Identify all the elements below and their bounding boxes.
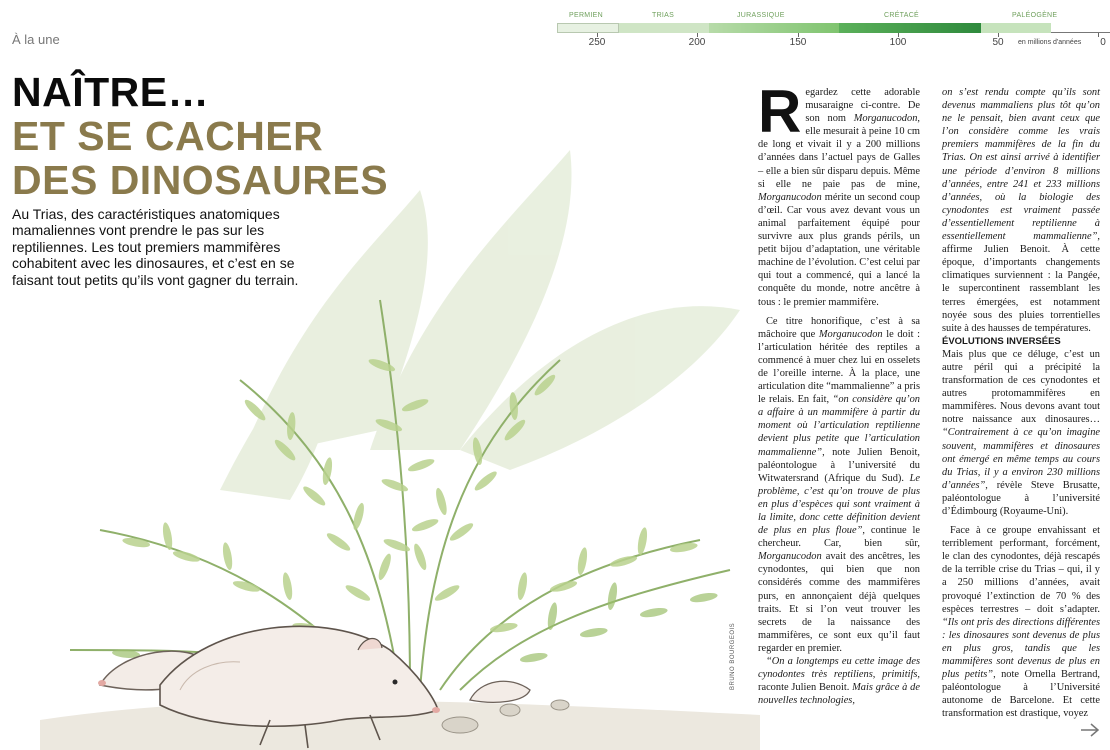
geologic-timeline — [557, 12, 1110, 52]
text-italic: Morganucodon — [818, 328, 883, 340]
timeline-label-0: 0 — [1100, 37, 1106, 48]
timeline-label-200: 200 — [688, 37, 706, 48]
timeline-label-250: 250 — [588, 37, 606, 48]
text: , elle mesurait à peine 10 cm de long et vivait il y a 200 millions d’années dans l’actuel pays de Galles – elle a bien sûr disparu depuis. Même si elle ne paie pas de mine, — [758, 113, 920, 190]
text: , note Ornella Bertrand, paléontologue à l’Université autonome de Barcelone. Et cette transformation est drastique, voyez — [942, 669, 1100, 720]
timeline-segment-recent — [1051, 23, 1110, 33]
text-italic: Morganucodon — [758, 191, 822, 203]
quote-italic: “on considère qu’on a affaire à un mammifère à partir du moment où l’articulation reptilienne devient plus petite que l’articulation mammalienne” — [758, 394, 920, 458]
text: le doit : l’articulation héritée des reptiles a commencé à muer chez lui en osselets de l’oreille interne. À la place, une articulation dite “mammalienne” a pris le relais. En fait, — [758, 328, 921, 406]
text: , affirme Julien Benoit. À cette époque, d’importants changements climatiques surviennent : la Pangée, le supercontinent rassemblant les terres émergées, est notamment noyée sous des pluies torrentielles suite à des hausses de températures. — [942, 231, 1100, 334]
paragraph — [942, 348, 1100, 518]
quote-italic: Mais grâce à de nouvelles technologies, — [758, 682, 920, 707]
paragraph — [758, 655, 920, 707]
quote-italic: Le problème, c’est qu’on trouve de plus en plus d’espèces qui sont vraiment à la limite, donc cette définition devient de plus en plus floue” — [758, 472, 920, 537]
text: egardez cette adorable musaraigne ci-contre. De son nom — [805, 87, 920, 125]
text: , continue le chercheur. Car, bien sûr, — [758, 525, 921, 550]
paragraph — [942, 524, 1100, 720]
timeline-period-cretace: CRÉTACÉ — [884, 12, 920, 19]
standfirst: Au Trias, des caractéristiques anatomiques mamaliennes vont prendre le pas sur les reptiliennes. Les tout premiers mammifères cohabitent avec les dinosaures, et c’est en se faisant tout petits qu’ils vont gagner du terrain. — [12, 206, 299, 288]
mammal-peeking — [470, 681, 530, 702]
timeline-period-trias: TRIAS — [652, 12, 675, 19]
quote-italic: on s’est rendu compte qu’ils sont devenus mammaliens plus tôt qu’on ne le pensait, bien avant ceux que l’on considère comme les vrais premiers mammifères de la fin du Trias. On est ainsi arrivé à identifier une période d’environ 8 millions d’années, entre 241 et 233 millions d’années, où la biologie des cynodontes est vraiment passée d’essentiellement reptilienne à essentiellement mammalienne” — [942, 87, 1100, 243]
title-line-2: ET SE CACHER — [12, 113, 324, 159]
text: raconte Julien Benoit. — [758, 682, 853, 694]
timeline-label-50: 50 — [992, 37, 1004, 48]
article-column-1 — [758, 78, 921, 707]
drop-cap: R — [758, 78, 802, 145]
paragraph — [758, 78, 920, 309]
subheading: ÉVOLUTIONS INVERSÉES — [942, 335, 1061, 347]
title-line-3: DES DINOSAURES — [12, 157, 389, 203]
timeline-tick — [1098, 33, 1099, 37]
paragraph — [942, 86, 1100, 335]
title-line-1: NAÎTRE… — [12, 69, 210, 115]
text: , révèle Steve Brusatte, paléontologue à l’université d’Édimbourg (Royaume-Uni). — [942, 479, 1100, 517]
timeline-segment-paleogene — [981, 23, 1051, 33]
text: , note Julien Benoit, paléontologue à l’université du Witwatersrand (Afrique du Sud). — [758, 446, 920, 484]
section-label: À la une — [12, 32, 60, 47]
paragraph — [758, 315, 920, 655]
text: Face à ce groupe envahissant et terriblement performant, forcément, le clan des cynodontes, déjà rescapés de la terrible crise du Trias – qui, il y a 250 millions d’années, avait provoqué l’extinction de 70 % des espèces terrestres – doit s’adapter. — [942, 525, 1100, 615]
timeline-period-permien: PERMIEN — [569, 12, 603, 19]
timeline-unit: en millions d'années — [1018, 39, 1082, 46]
timeline-bar — [557, 23, 1110, 33]
text: avait des ancêtres, les cynodontes, qui bien que non considérés comme des mammifères purs, en annonçaient déjà quelques traits. Et si l’on veut trouver les secrets de la naissance des mammifères, ce sont eux qu’il faut regarder en premier. — [758, 551, 920, 654]
arrow-right-icon — [1080, 722, 1100, 738]
text: Mais plus que ce déluge, c’est un autre péril qui a précipité la transformation de ces cynodontes et autres protomammifères en mammifères. Nous devons avant tout notre naissance aux dinosaures… — [942, 348, 1100, 426]
text-italic: Morganucodon — [758, 551, 822, 563]
timeline-period-paleogene: PALÉOGÈNE — [1012, 12, 1058, 19]
timeline-segment-jurassique — [709, 23, 839, 33]
quote-italic: “On a longtemps eu cette image des cynodontes très reptiliens, primitifs, — [758, 656, 920, 681]
text: mérite un second coup d’œil. Car vous avez devant vous un animal parfaitement équipé pour survivre aux plus grands périls, un petit bijou d’adaptation, une véritable machine de l’évolution. C’est celui par qui tout a commencé, qui a lancé la conquête du monde, notre ancêtre à tous : le premier mammifère. — [758, 191, 920, 308]
quote-italic: “Ils ont pris des directions différentes : les dinosaures sont devenus de plus en plus gros, tandis que les mammifères sont devenus de plus en plus petits” — [942, 616, 1100, 681]
timeline-segment-cretace — [839, 23, 981, 33]
article-column-2 — [942, 86, 1100, 721]
timeline-segment-trias — [619, 23, 709, 33]
timeline-segment-permien — [557, 23, 619, 33]
quote-italic: “Contrairement à ce qu’on imagine souvent, mammifères et dinosaures ont émergé en même temps au cours du Trias, il y a environ 230 millions d’années” — [942, 427, 1100, 491]
text-italic: Morganucodon — [853, 113, 918, 125]
timeline-label-100: 100 — [889, 37, 907, 48]
text: Ce titre honorifique, c’est à sa mâchoire que — [758, 315, 920, 340]
illustration-credit: BRUNO BOURGEOIS — [730, 622, 736, 690]
timeline-period-jurassique: JURASSIQUE — [737, 12, 785, 19]
timeline-label-150: 150 — [789, 37, 807, 48]
